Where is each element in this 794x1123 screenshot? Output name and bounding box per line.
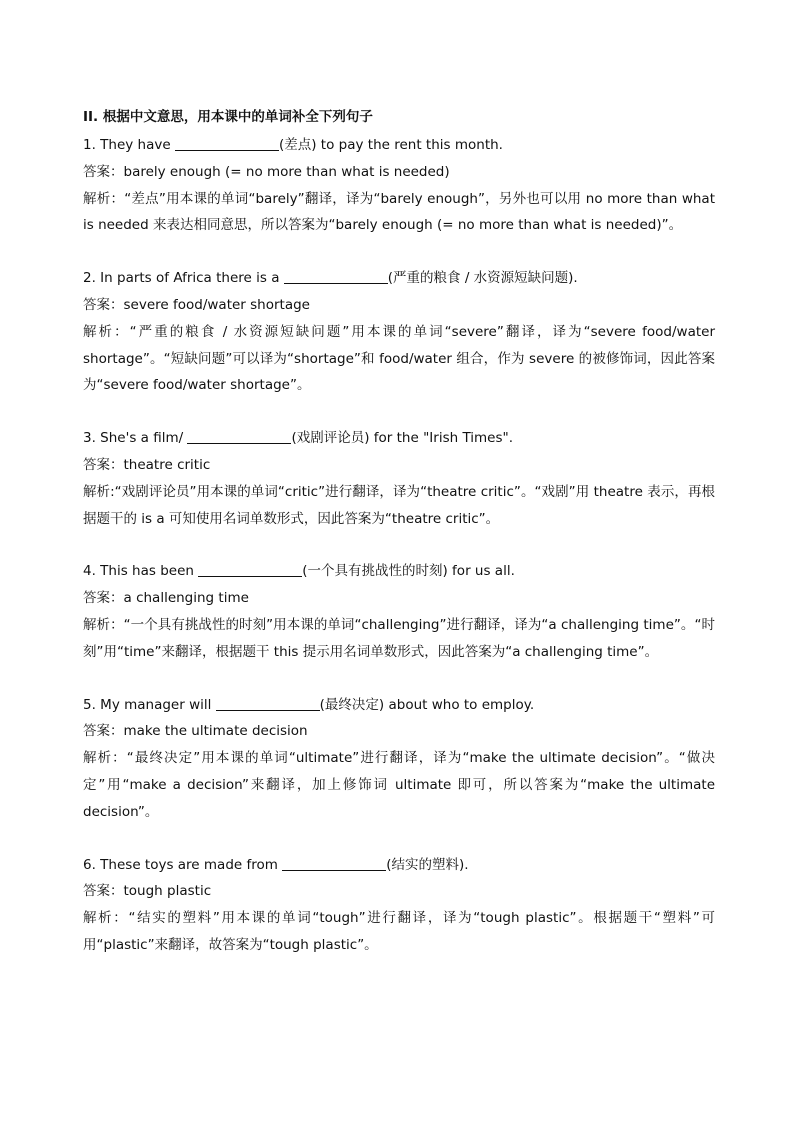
question-text-after: (结实的塑料). [386, 856, 469, 873]
section-title: II. 根据中文意思，用本课中的单词补全下列句子 [83, 109, 373, 125]
question-item-4 [83, 558, 715, 665]
explanation-text: 解析：“最终决定”用本课的单词“ultimate”进行翻译，译为“make the ultimate decision”。“做决定”用“make a decision”来翻译，加上修饰词 ultimate 即可，所以答案为“make the ultimate decision”。 [83, 750, 715, 820]
answer-label: 答案： [83, 296, 124, 313]
explanation-text: 解析：“差点”用本课的单词“barely”翻译，译为“barely enough”，另外也可以用 no more than what is needed 来表达相同意思，所以答案为“barely enough (= no more than what is needed)”。 [83, 190, 715, 234]
answer-line [83, 452, 715, 479]
answer-blank [284, 268, 388, 284]
answer-line [83, 718, 715, 745]
answer-label: 答案： [83, 883, 124, 900]
answer-label: 答案： [83, 590, 124, 607]
answer-line [83, 585, 715, 612]
question-text-after: (一个具有挑战性的时刻) for us all. [302, 563, 515, 580]
question-text-after: (差点) to pay the rent this month. [278, 137, 503, 153]
question-text-before: 4. This has been [83, 563, 199, 580]
answer-label: 答案： [83, 723, 124, 740]
answer-text: a challenging time [123, 590, 249, 607]
question-text-after: (戏剧评论员) for the "Irish Times". [291, 430, 514, 447]
question-line [83, 132, 715, 159]
document-page [83, 106, 715, 985]
question-line [83, 852, 715, 879]
question-line [83, 558, 715, 585]
question-line [83, 425, 715, 452]
answer-text: make the ultimate decision [123, 723, 308, 740]
question-text-after: (严重的粮食 / 水资源短缺问题). [387, 270, 578, 287]
question-text-before: 5. My manager will [83, 696, 216, 713]
question-text-after: (最终决定) about who to employ. [319, 696, 535, 713]
answer-blank [175, 135, 279, 151]
question-text-before: 6. These toys are made from [83, 856, 283, 873]
question-line [83, 692, 715, 719]
answer-blank [198, 561, 302, 577]
answer-text: severe food/water shortage [123, 296, 310, 313]
answer-blank [282, 855, 386, 871]
answer-label: 答案： [83, 163, 124, 180]
answer-label: 答案： [83, 456, 124, 473]
explanation-text: 解析：“严重的粮食 / 水资源短缺问题”用本课的单词“severe”翻译，译为“severe food/water shortage”。“短缺问题”可以译为“shortage”和 food/water 组合，作为 severe 的被修饰词，因此答案为“severe food/water shortage”。 [83, 323, 715, 394]
answer-text: barely enough (= no more than what is needed) [123, 163, 450, 180]
question-text-before: 2. In parts of Africa there is a [83, 270, 284, 287]
question-item-2 [83, 265, 715, 399]
question-text-before: 1. They have [83, 137, 175, 153]
explanation-text: 解析:“戏剧评论员”用本课的单词“critic”进行翻译，译为“theatre critic”。“戏剧”用 theatre 表示，再根据题干的 is a 可知使用名词单数形式，因此答案为“theatre critic”。 [83, 483, 715, 527]
answer-line [83, 292, 715, 319]
answer-blank [187, 428, 291, 444]
answer-blank [216, 695, 320, 711]
question-item-1 [83, 132, 715, 239]
answer-line [83, 159, 715, 186]
explanation-text: 解析：“结实的塑料”用本课的单词“tough”进行翻译，译为“tough plastic”。根据题干“塑料”可用“plastic”来翻译，故答案为“tough plastic”。 [83, 910, 715, 953]
question-text-before: 3. She's a film/ [83, 430, 188, 447]
answer-line [83, 878, 715, 905]
question-item-6 [83, 852, 715, 959]
answer-text: theatre critic [123, 456, 211, 473]
explanation-text: 解析：“一个具有挑战性的时刻”用本课的单词“challenging”进行翻译，译为“a challenging time”。“时刻”用“time”来翻译，根据题干 this 提示用名词单数形式，因此答案为“a challenging time”。 [83, 616, 715, 660]
answer-text: tough plastic [123, 883, 212, 900]
question-item-3 [83, 425, 715, 532]
question-item-5 [83, 692, 715, 826]
question-line [83, 265, 715, 292]
